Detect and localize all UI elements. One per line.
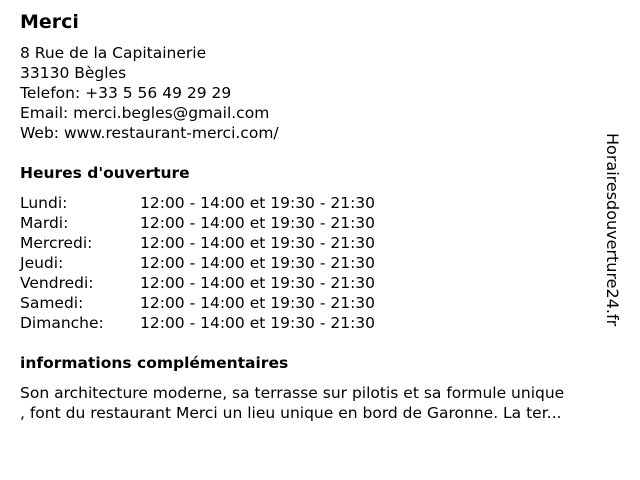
- time-range: 12:00 - 14:00 et 19:30 - 21:30: [140, 314, 376, 332]
- address-city: 33130 Bègles: [20, 64, 127, 82]
- description-text: [20, 355, 632, 423]
- time-range: 12:00 - 14:00 et 19:30 - 21:30: [140, 214, 376, 232]
- contact-block: [20, 43, 279, 143]
- website-link: Web: www.restaurant-merci.com/: [20, 124, 279, 142]
- day-label: Mercredi:: [20, 234, 93, 252]
- email-address: Email: merci.begles@gmail.com: [20, 104, 270, 122]
- phone-number: Telefon: +33 5 56 49 29 29: [20, 84, 232, 102]
- address-street: 8 Rue de la Capitainerie: [20, 44, 207, 62]
- day-label: Vendredi:: [20, 274, 94, 292]
- description-line: Son architecture moderne, sa terrasse sur pilotis et sa formule unique: [20, 384, 565, 402]
- info-heading: informations complémentaires: [20, 354, 289, 372]
- day-label: Lundi:: [20, 194, 68, 212]
- time-range: 12:00 - 14:00 et 19:30 - 21:30: [140, 194, 376, 212]
- description-line: , font du restaurant Merci un lieu unique en bord de Garonne. La ter...: [20, 404, 562, 422]
- day-label: Jeudi:: [20, 254, 64, 272]
- time-range: 12:00 - 14:00 et 19:30 - 21:30: [140, 274, 376, 292]
- day-label: Dimanche:: [20, 314, 104, 332]
- day-label: Mardi:: [20, 214, 69, 232]
- time-range: 12:00 - 14:00 et 19:30 - 21:30: [140, 294, 376, 312]
- time-range: 12:00 - 14:00 et 19:30 - 21:30: [140, 234, 376, 252]
- time-range: 12:00 - 14:00 et 19:30 - 21:30: [140, 254, 376, 272]
- site-watermark: Horairesdouverture24.fr: [603, 133, 622, 327]
- restaurant-name: Merci: [20, 11, 79, 33]
- hours-heading: Heures d'ouverture: [20, 164, 190, 182]
- day-label: Samedi:: [20, 294, 84, 312]
